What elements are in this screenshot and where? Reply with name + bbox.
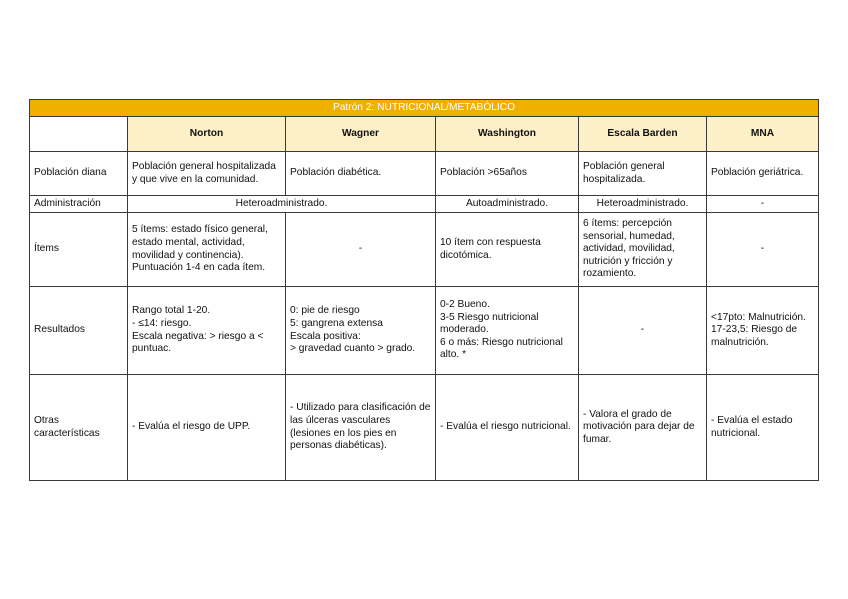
- row-label-otras: Otras características: [30, 375, 128, 481]
- cell-poblacion-wagner: Población diabética.: [286, 152, 436, 196]
- cell-poblacion-barden: Población general hospitalizada.: [579, 152, 707, 196]
- cell-resultados-mna: <17pto: Malnutrición. 17-23,5: Riesgo de malnutrición.: [707, 287, 819, 375]
- cell-otras-mna: - Evalúa el estado nutricional.: [707, 375, 819, 481]
- cell-otras-washington: - Evalúa el riesgo nutricional.: [436, 375, 579, 481]
- row-label-poblacion: Población diana: [30, 152, 128, 196]
- cell-poblacion-washington: Población >65años: [436, 152, 579, 196]
- cell-resultados-wagner: 0: pie de riesgo 5: gangrena extensa Escala positiva: > gravedad cuanto > grado.: [286, 287, 436, 375]
- table-row-administracion: [30, 196, 819, 213]
- header-corner-cell: [30, 117, 128, 152]
- cell-items-mna: -: [707, 213, 819, 287]
- cell-items-norton: 5 ítems: estado físico general, estado mental, actividad, movilidad y continencia). Puntuación 1-4 en cada ítem.: [128, 213, 286, 287]
- column-header-wagner: Wagner: [286, 117, 436, 152]
- cell-resultados-norton: Rango total 1-20. - ≤14: riesgo. Escala negativa: > riesgo a < puntuac.: [128, 287, 286, 375]
- cell-poblacion-mna: Población geriátrica.: [707, 152, 819, 196]
- row-label-items: Ítems: [30, 213, 128, 287]
- table-row-items: [30, 213, 819, 287]
- cell-otras-barden: - Valora el grado de motivación para dejar de fumar.: [579, 375, 707, 481]
- row-label-administracion: Administración: [30, 196, 128, 213]
- column-header-norton: Norton: [128, 117, 286, 152]
- table-title-row: [30, 100, 819, 117]
- cell-administracion-barden: Heteroadministrado.: [579, 196, 707, 213]
- nutritional-scales-table: [29, 99, 819, 481]
- table-row-poblacion: [30, 152, 819, 196]
- table-header-row: [30, 117, 819, 152]
- column-header-washington: Washington: [436, 117, 579, 152]
- cell-administracion-mna: -: [707, 196, 819, 213]
- cell-otras-wagner: - Utilizado para clasificación de las úlceras vasculares (lesiones en los pies en personas diabéticas).: [286, 375, 436, 481]
- cell-resultados-barden: -: [579, 287, 707, 375]
- cell-items-wagner: -: [286, 213, 436, 287]
- cell-administracion-washington: Autoadministrado.: [436, 196, 579, 213]
- cell-items-washington: 10 ítem con respuesta dicotómica.: [436, 213, 579, 287]
- table-title: Patrón 2: NUTRICIONAL/METABÓLICO: [30, 100, 819, 117]
- row-label-resultados: Resultados: [30, 287, 128, 375]
- cell-resultados-washington: 0-2 Bueno. 3-5 Riesgo nutricional moderado. 6 o más: Riesgo nutricional alto. *: [436, 287, 579, 375]
- column-header-barden: Escala Barden: [579, 117, 707, 152]
- cell-items-barden: 6 ítems: percepción sensorial, humedad, actividad, movilidad, nutrición y fricción y rozamiento.: [579, 213, 707, 287]
- table-row-otras: [30, 375, 819, 481]
- column-header-mna: MNA: [707, 117, 819, 152]
- cell-administracion-norton-wagner: Heteroadministrado.: [128, 196, 436, 213]
- cell-otras-norton: - Evalúa el riesgo de UPP.: [128, 375, 286, 481]
- table-row-resultados: [30, 287, 819, 375]
- cell-poblacion-norton: Población general hospitalizada y que vive en la comunidad.: [128, 152, 286, 196]
- nutritional-table-sheet: [29, 99, 818, 481]
